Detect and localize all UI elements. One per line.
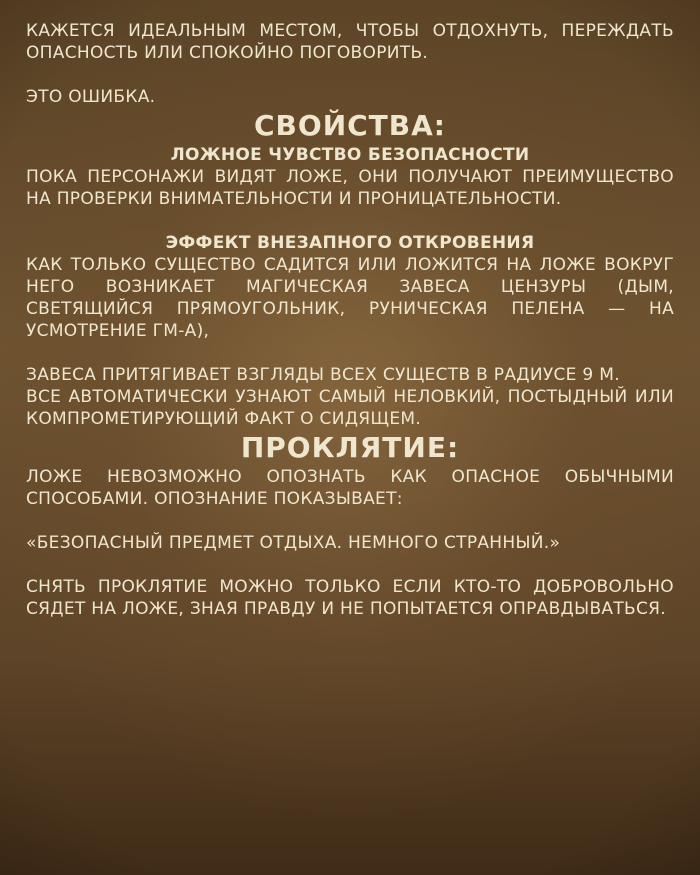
intro-warning: ЭТО ОШИБКА. [26,87,156,107]
revelation-text: КАК ТОЛЬКО СУЩЕСТВО САДИТСЯ ИЛИ ЛОЖИТСЯ НА ЛОЖЕ ВОКРУГ НЕГО ВОЗНИКАЕТ МАГИЧЕСКАЯ ЗАВЕСА ЦЕНЗУРЫ (ДЫМ, СВЕТЯЩИЙСЯ ПРЯМОУГОЛЬНИК, РУНИЧЕСКАЯ ПЕЛЕНА — НА УСМОТРЕНИЕ ГМ-А), [26,255,674,341]
curse-text-identify: ЛОЖЕ НЕВОЗМОЖНО ОПОЗНАТЬ КАК ОПАСНОЕ ОБЫЧНЫМИ СПОСОБАМИ. ОПОЗНАНИЕ ПОКАЗЫВАЕТ: [26,467,674,509]
intro-paragraph: КАЖЕТСЯ ИДЕАЛЬНЫМ МЕСТОМ, ЧТОБЫ ОТДОХНУТЬ, ПЕРЕЖДАТЬ ОПАСНОСТЬ ИЛИ СПОКОЙНО ПОГОВОРИТЬ. [26,21,674,63]
spacer [26,510,674,532]
spacer [26,210,674,232]
revelation-radius-text: ЗАВЕСА ПРИТЯГИВАЕТ ВЗГЛЯДЫ ВСЕХ СУЩЕСТВ В РАДИУСЕ 9 М. [26,365,620,385]
spacer [26,554,674,576]
revelation-effect-text: ВСЕ АВТОМАТИЧЕСКИ УЗНАЮТ САМЫЙ НЕЛОВКИЙ, ПОСТЫДНЫЙ ИЛИ КОМПРОМЕТИРУЮЩИЙ ФАКТ О СИДЯЩЕМ. [26,387,674,429]
revelation-title: ЭФФЕКТ ВНЕЗАПНОГО ОТКРОВЕНИЯ [165,233,535,253]
false-safety-title: ЛОЖНОЕ ЧУВСТВО БЕЗОПАСНОСТИ [170,145,530,165]
properties-heading: СВОЙСТВА: [254,109,446,142]
curse-text-quote: «БЕЗОПАСНЫЙ ПРЕДМЕТ ОТДЫХА. НЕМНОГО СТРАННЫЙ.» [26,533,561,553]
spacer [26,64,674,86]
curse-text-remove: СНЯТЬ ПРОКЛЯТИЕ МОЖНО ТОЛЬКО ЕСЛИ КТО-ТО ДОБРОВОЛЬНО СЯДЕТ НА ЛОЖЕ, ЗНАЯ ПРАВДУ И НЕ ПОПЫТАЕТСЯ ОПРАВДЫВАТЬСЯ. [26,577,674,619]
curse-heading: ПРОКЛЯТИЕ: [240,431,460,464]
spacer [26,342,674,364]
false-safety-text: ПОКА ПЕРСОНАЖИ ВИДЯТ ЛОЖЕ, ОНИ ПОЛУЧАЮТ ПРЕИМУЩЕСТВО НА ПРОВЕРКИ ВНИМАТЕЛЬНОСТИ И ПРОНИЦАТЕЛЬНОСТИ. [26,167,674,209]
